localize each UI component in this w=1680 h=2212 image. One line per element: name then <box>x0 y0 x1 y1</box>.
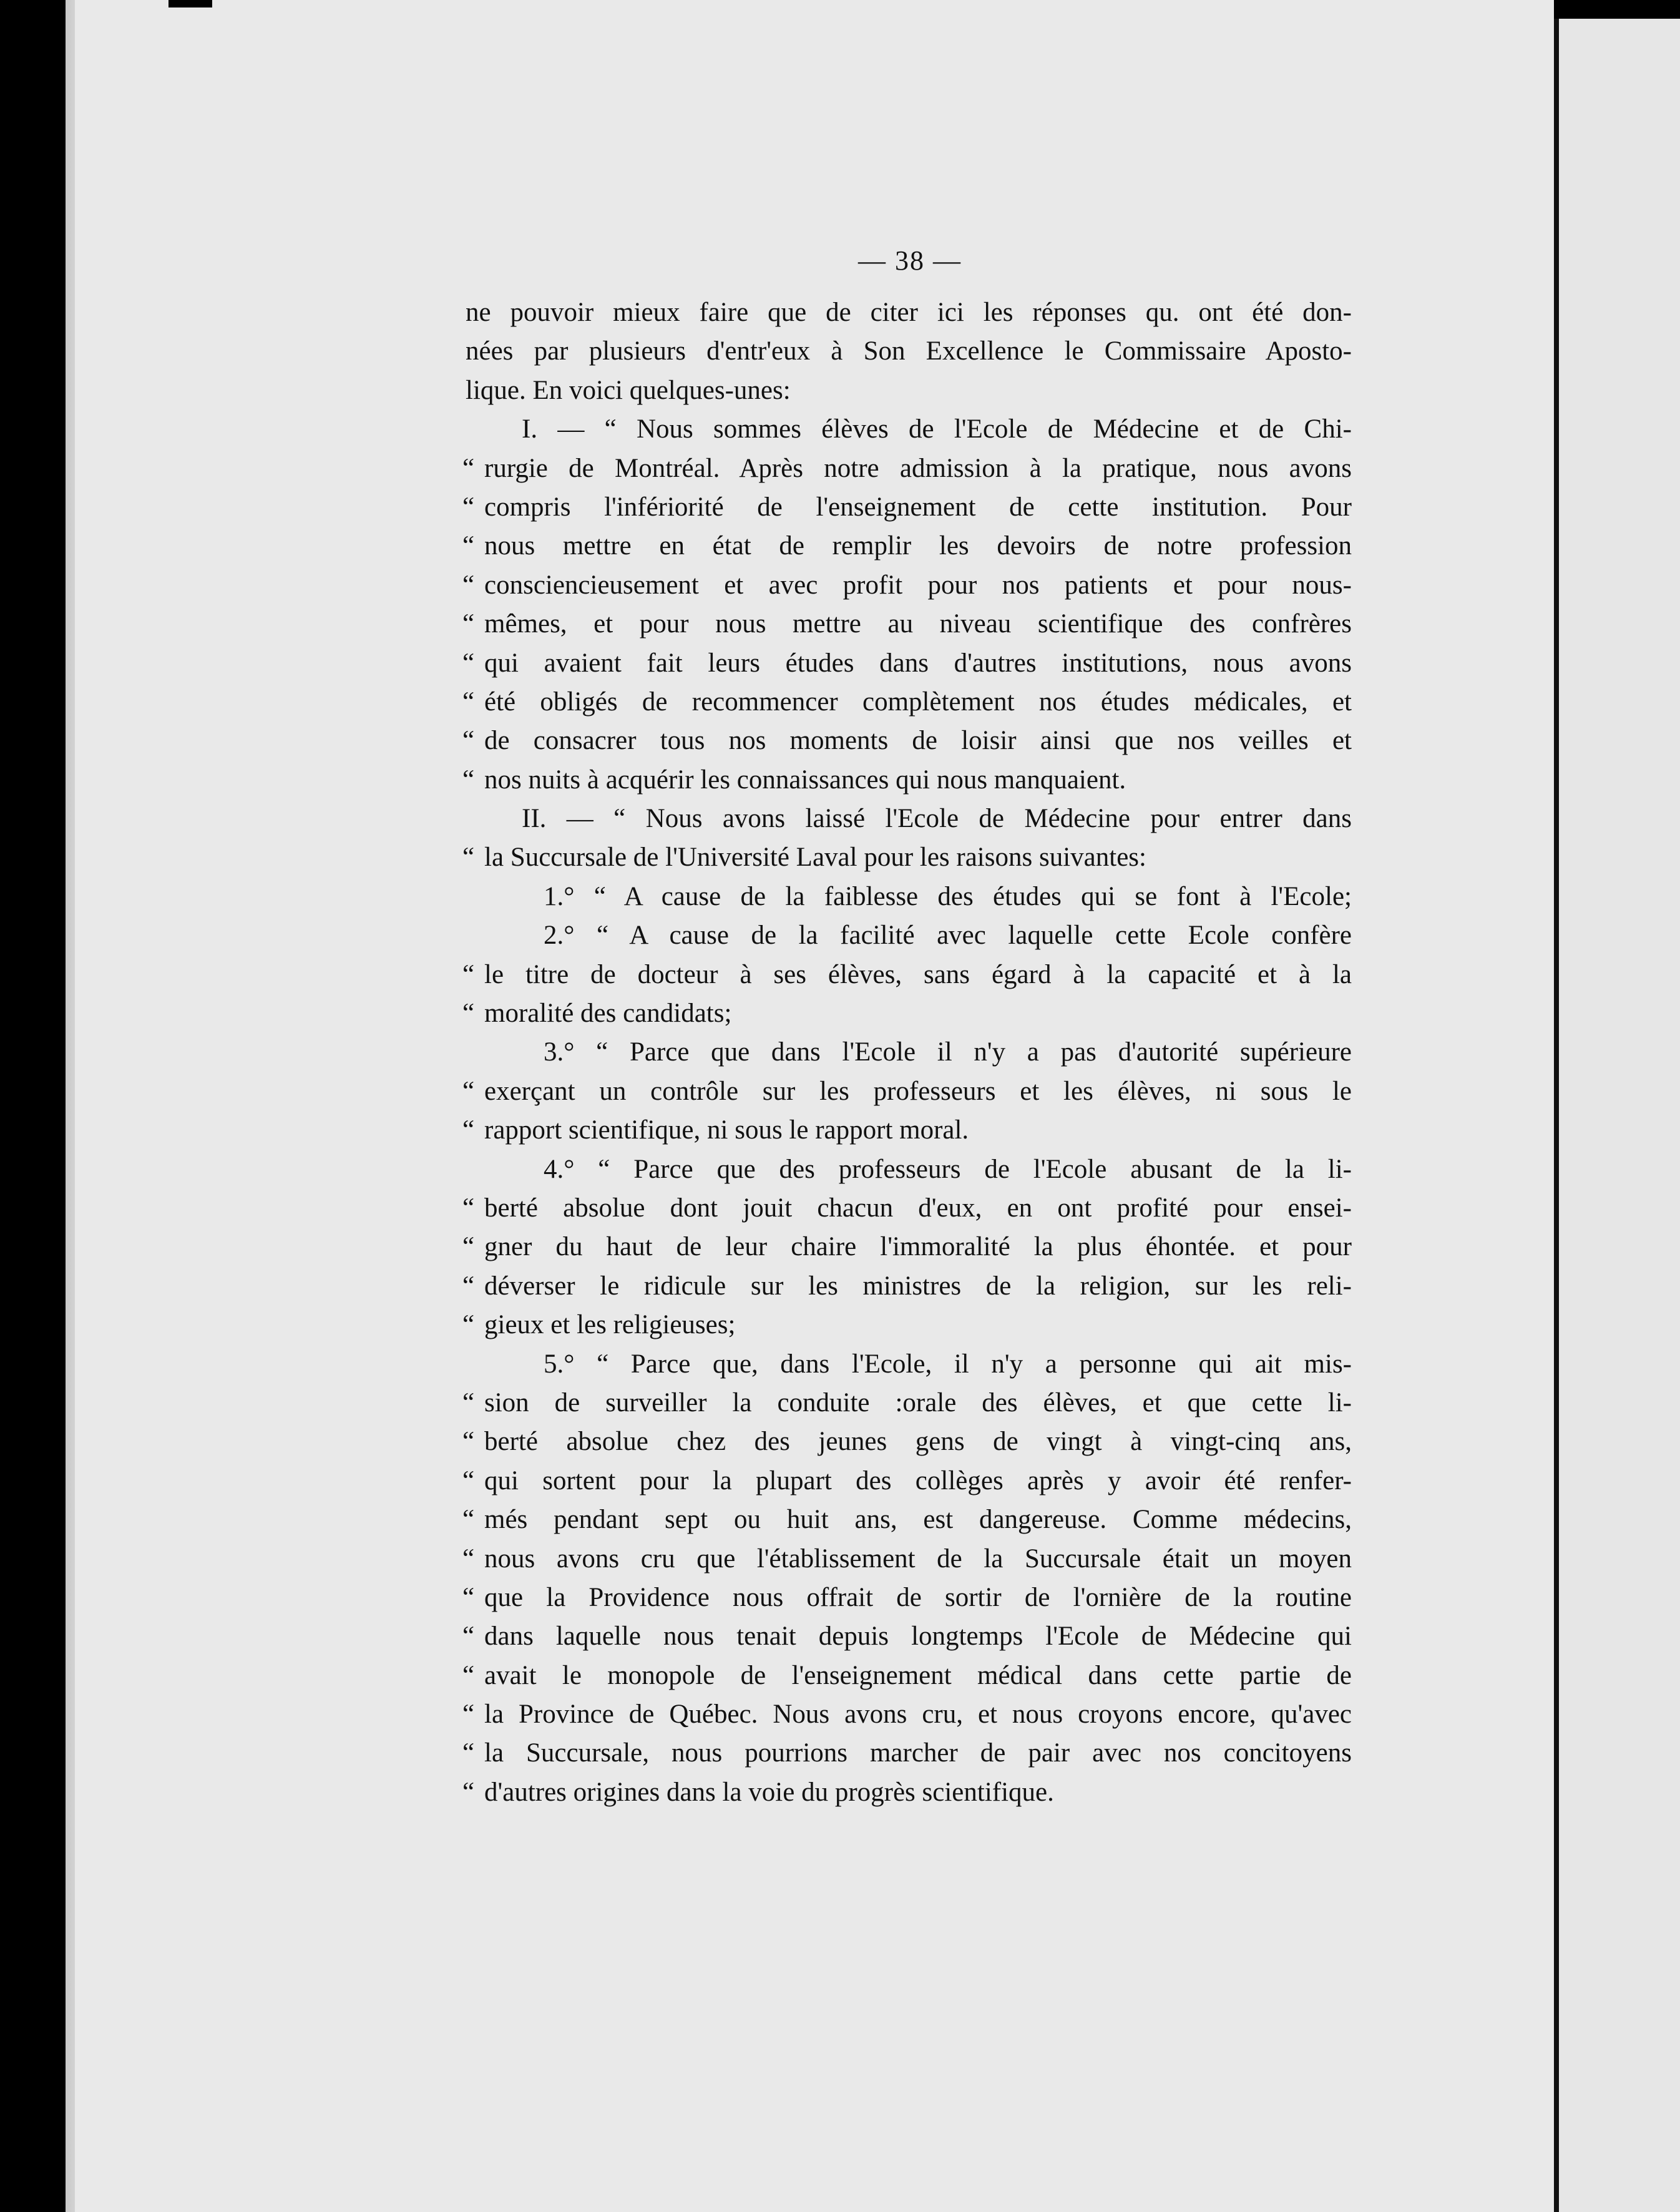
line-text: été obligés de recommencer complètement nos études médicales, et <box>484 687 1352 717</box>
text-line <box>466 1345 1352 1384</box>
text-line <box>462 1540 1352 1578</box>
text-line <box>462 1657 1352 1695</box>
text-line <box>462 761 1352 800</box>
quote-mark: “ <box>462 453 475 483</box>
text-line <box>462 994 1352 1033</box>
text-line <box>462 488 1352 527</box>
line-text: 4.° “ Parce que des professeurs de l'Ecole abusant de la li- <box>544 1154 1352 1184</box>
text-line <box>462 449 1352 488</box>
text-line <box>462 838 1352 877</box>
line-text: 5.° “ Parce que, dans l'Ecole, il n'y a personne qui ait mis- <box>544 1349 1352 1379</box>
adjacent-page-edge <box>1554 19 1680 2212</box>
text-line <box>462 566 1352 605</box>
quote-mark: “ <box>462 1271 475 1301</box>
line-text: gieux et les religieuses; <box>484 1310 736 1340</box>
quote-mark: “ <box>462 1466 475 1495</box>
quote-mark: “ <box>462 1076 475 1106</box>
line-text: le titre de docteur à ses élèves, sans égard à la capacité et à la <box>484 959 1352 989</box>
quote-mark: “ <box>462 531 475 561</box>
text-line <box>466 916 1352 955</box>
text-line <box>462 605 1352 644</box>
quote-mark: “ <box>462 1582 475 1612</box>
line-text: nous mettre en état de remplir les devoirs de notre profession <box>484 531 1352 561</box>
quote-mark: “ <box>462 570 475 600</box>
text-line <box>466 293 1352 332</box>
line-text: nous avons cru que l'établissement de la Succursale était un moyen <box>484 1544 1352 1573</box>
line-text: qui sortent pour la plupart des collèges après y avoir été renfer- <box>484 1466 1352 1495</box>
line-text: berté absolue dont jouit chacun d'eux, en ont profité pour ensei- <box>484 1193 1352 1223</box>
text-line <box>462 1267 1352 1306</box>
line-text: sion de surveiller la conduite :orale des élèves, et que cette li- <box>484 1387 1352 1417</box>
text-line <box>462 1072 1352 1111</box>
quote-mark: “ <box>462 609 475 639</box>
quote-mark: “ <box>462 843 475 873</box>
quote-mark: “ <box>462 1505 475 1535</box>
line-text: berté absolue chez des jeunes gens de vingt à vingt-cinq ans, <box>484 1427 1352 1457</box>
quote-mark: “ <box>462 1115 475 1145</box>
text-line <box>466 1150 1352 1189</box>
quote-mark: “ <box>462 648 475 678</box>
text-line <box>462 1306 1352 1344</box>
quote-mark: “ <box>462 959 475 989</box>
quote-mark: “ <box>462 765 475 795</box>
line-text: qui avaient fait leurs études dans d'autres institutions, nous avons <box>484 648 1352 678</box>
quote-mark: “ <box>462 999 475 1029</box>
quote-mark: “ <box>462 726 475 756</box>
text-line <box>462 1578 1352 1617</box>
text-line <box>466 800 1352 838</box>
quote-mark: “ <box>462 1193 475 1223</box>
line-text: la Succursale, nous pourrions marcher de pair avec nos concitoyens <box>484 1738 1352 1768</box>
line-text: ne pouvoir mieux faire que de citer ici les réponses qu. ont été don- <box>466 298 1352 327</box>
text-line <box>466 878 1352 916</box>
quote-mark: “ <box>462 1700 475 1730</box>
line-text: 2.° “ A cause de la facilité avec laquelle cette Ecole confère <box>544 921 1352 951</box>
line-text: II. — “ Nous avons laissé l'Ecole de Médecine pour entrer dans <box>522 804 1352 834</box>
text-line <box>462 527 1352 565</box>
text-line <box>462 1111 1352 1150</box>
line-text: rurgie de Montréal. Après notre admission à la pratique, nous avons <box>484 453 1352 483</box>
text-line <box>462 683 1352 722</box>
text-line <box>462 1462 1352 1500</box>
text-line <box>466 371 1352 410</box>
line-text: d'autres origines dans la voie du progrès scientifique. <box>484 1777 1054 1807</box>
text-line <box>462 956 1352 994</box>
line-text: rapport scientifique, ni sous le rapport moral. <box>484 1115 969 1145</box>
text-line <box>462 1189 1352 1228</box>
quote-mark: “ <box>462 1387 475 1417</box>
line-text: I. — “ Nous sommes élèves de l'Ecole de Médecine et de Chi- <box>522 414 1352 444</box>
text-line <box>462 1500 1352 1539</box>
text-line <box>462 644 1352 683</box>
line-text: exerçant un contrôle sur les professeurs et les élèves, ni sous le <box>484 1076 1352 1106</box>
line-text: avait le monopole de l'enseignement médical dans cette partie de <box>484 1660 1352 1690</box>
line-text: consciencieusement et avec profit pour nos patients et pour nous- <box>484 570 1352 600</box>
line-text: que la Providence nous offrait de sortir de l'ornière de la routine <box>484 1582 1352 1612</box>
line-text: 1.° “ A cause de la faiblesse des études qui se font à l'Ecole; <box>544 881 1352 911</box>
line-text: la Province de Québec. Nous avons cru, et nous croyons encore, qu'avec <box>484 1700 1352 1730</box>
quote-mark: “ <box>462 1232 475 1262</box>
line-text: moralité des candidats; <box>484 999 732 1029</box>
quote-mark: “ <box>462 492 475 522</box>
line-text: nées par plusieurs d'entr'eux à Son Excellence le Commissaire Aposto- <box>466 336 1352 366</box>
line-text: la Succursale de l'Université Laval pour les raisons suivantes: <box>484 843 1146 873</box>
line-text: lique. En voici quelques-unes: <box>466 375 791 405</box>
line-text: més pendant sept ou huit ans, est dangereuse. Comme médecins, <box>484 1505 1352 1535</box>
line-text: gner du haut de leur chaire l'immoralité la plus éhontée. et pour <box>484 1232 1352 1262</box>
quote-mark: “ <box>462 1544 475 1573</box>
line-text: dans laquelle nous tenait depuis longtemps l'Ecole de Médecine qui <box>484 1622 1352 1652</box>
quote-mark: “ <box>462 1310 475 1340</box>
line-text: de consacrer tous nos moments de loisir ainsi que nos veilles et <box>484 726 1352 756</box>
scan-corner-mark <box>168 0 212 7</box>
line-text: 3.° “ Parce que dans l'Ecole il n'y a pas d'autorité supérieure <box>544 1037 1352 1067</box>
text-line <box>462 1773 1352 1812</box>
line-text: déverser le ridicule sur les ministres de la religion, sur les reli- <box>484 1271 1352 1301</box>
text-line <box>462 1228 1352 1266</box>
page-number: — 38 — <box>858 245 962 276</box>
quote-mark: “ <box>462 687 475 717</box>
text-line <box>462 1422 1352 1461</box>
quote-mark: “ <box>462 1427 475 1457</box>
body-text <box>462 293 1352 1812</box>
quote-mark: “ <box>462 1660 475 1690</box>
quote-mark: “ <box>462 1622 475 1652</box>
text-line <box>462 1734 1352 1773</box>
text-line <box>462 1384 1352 1422</box>
text-line <box>466 410 1352 449</box>
line-text: nos nuits à acquérir les connaissances qui nous manquaient. <box>484 765 1126 795</box>
quote-mark: “ <box>462 1738 475 1768</box>
line-text: mêmes, et pour nous mettre au niveau scientifique des confrères <box>484 609 1352 639</box>
line-text: compris l'infériorité de l'enseignement de cette institution. Pour <box>484 492 1352 522</box>
text-line <box>466 1033 1352 1072</box>
text-line <box>462 1695 1352 1734</box>
text-line <box>466 332 1352 371</box>
text-line <box>462 1617 1352 1656</box>
quote-mark: “ <box>462 1777 475 1807</box>
text-line <box>462 722 1352 760</box>
